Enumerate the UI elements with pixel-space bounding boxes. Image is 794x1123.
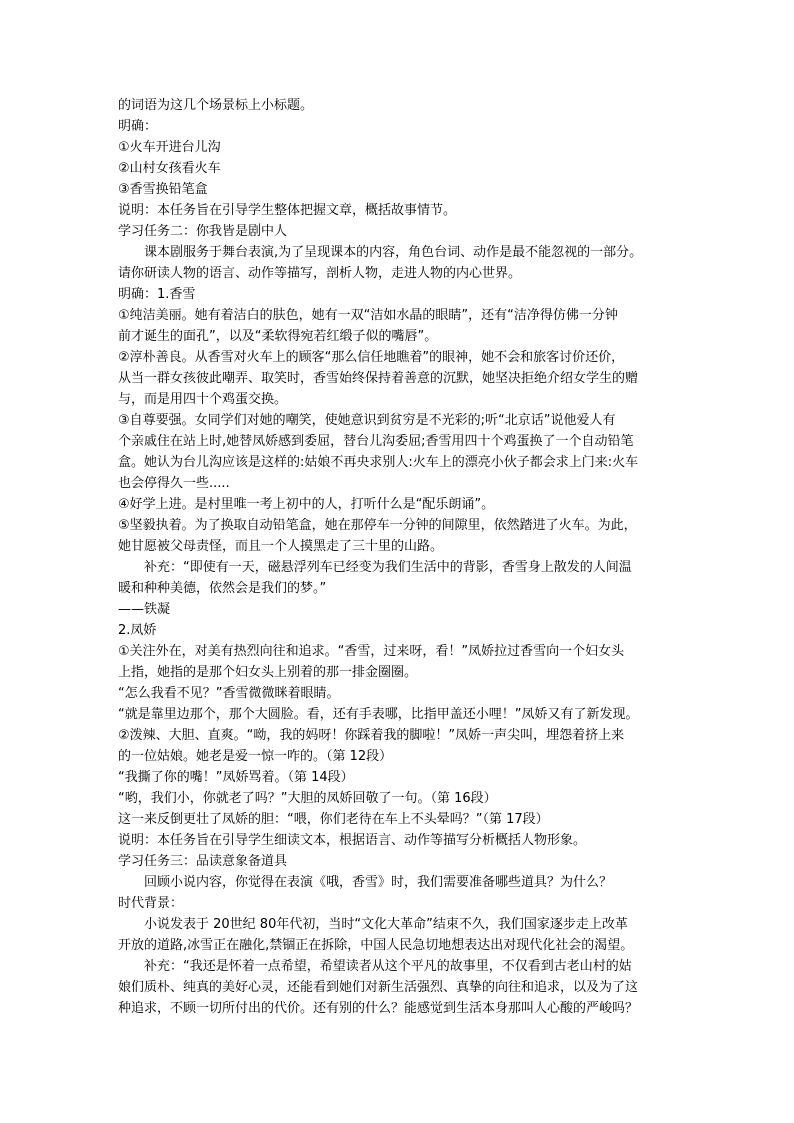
- text-line: 种追求，不顾一切所付出的代价。还有别的什么？能感觉到生活本身那叫人心酸的严峻吗？: [118, 1001, 639, 1016]
- text-line: 与，而是用四十个鸡蛋交换。: [118, 392, 288, 407]
- text-line: “哟，我们小，你就老了吗？”大胆的凤娇回敬了一句。（第 16段）: [118, 791, 497, 806]
- text-line: 这一来反倒更壮了凤娇的胆：“喂，你们老待在车上不头晕吗？”（第 17段）: [118, 812, 549, 827]
- text-line: “就是靠里边那个，那个大圆脸。看，还有手表哪，比指甲盖还小哩！”凤娇又有了新发现。: [118, 707, 639, 722]
- text-line: ①纯洁美丽。她有着洁白的肤色，她有一双“洁如水晶的眼睛”，还有“洁净得仿佛一分钟: [118, 308, 618, 323]
- text-line: ③香雪换铅笔盒: [118, 182, 208, 197]
- text-line: 课本剧服务于舞台表演,为了呈现课本的内容，角色台词、动作是最不能忽视的一部分。: [144, 245, 643, 260]
- text-line: ⑤坚毅执着。为了换取自动铅笔盒，她在那停车一分钟的间隙里，依然踏进了火车。为此，: [118, 518, 637, 533]
- text-line: 说明：本任务旨在引导学生整体把握文章，概括故事情节。: [118, 203, 457, 218]
- text-line: 小说发表于 20世纪 80年代初，当时“文化大革命”结束不久，我们国家逐步走上改革: [144, 917, 628, 932]
- text-line: 上指，她指的是那个妇女头上别着的那一排金圈圈。: [118, 665, 418, 680]
- section-heading: 学习任务三：品读意象备道具: [118, 854, 288, 869]
- text-line: 前才诞生的面孔”，以及“柔软得宛若红缎子似的嘴唇”。: [118, 329, 438, 344]
- text-line: ③自尊要强。女同学们对她的嘲笑，使她意识到贫穷是不光彩的;听“北京话”说他爱人有: [118, 413, 616, 428]
- text-line: 她甘愿被父母责怪，而且一个人摸黑走了三十里的山路。: [118, 539, 444, 554]
- text-line: 从当一群女孩彼此嘲弄、取笑时，香雪始终保持着善意的沉默，她坚决拒绝介绍女学生的赠: [118, 371, 639, 386]
- text-line: ②淳朴善良。从香雪对火车上的顾客“那么信任地瞧着”的眼神，她不会和旅客讨价还价，: [118, 350, 625, 365]
- text-line: ②泼辣、大胆、直爽。“呦，我的妈呀！你踩着我的脚啦！”凤娇一声尖叫，埋怨着挤上来: [118, 728, 625, 743]
- text-line: 补充：“即使有一天，磁悬浮列车已经变为我们生活中的背影，香雪身上散发的人间温: [144, 560, 632, 575]
- text-line: 说明：本任务旨在引导学生细读文本，根据语言、动作等描写分析概括人物形象。: [118, 833, 587, 848]
- text-line: 补充：“我还是怀着一点希望，希望读者从这个平凡的故事里，不仅看到古老山村的姑: [144, 959, 632, 974]
- text-line: “我撕了你的嘴！”凤娇骂着。（第 14段）: [118, 770, 354, 785]
- text-line: 明确：1.香雪: [118, 287, 196, 302]
- text-line: ②山村女孩看火车: [118, 161, 221, 176]
- text-line: 的词语为这几个场景标上小标题。: [118, 98, 314, 113]
- text-line: 暖和种种美德，依然会是我们的梦。”: [118, 581, 327, 596]
- document-page: [118, 95, 686, 1019]
- text-line: 2.凤娇: [118, 623, 157, 638]
- text-line: 回顾小说内容，你觉得在表演《哦，香雪》时，我们需要准备哪些道具？为什么？: [144, 875, 613, 890]
- text-line: 的一位姑娘。她老是爱一惊一咋的。（第 12段）: [118, 749, 393, 764]
- text-line: 个亲戚住在站上时,她替凤娇感到委屈，替台儿沟委屈;香雪用四十个鸡蛋换了一个自动铅笔: [118, 434, 634, 449]
- section-heading: 学习任务二：你我皆是剧中人: [118, 224, 288, 239]
- text-line: 请你研读人物的语言、动作等描写，剖析人物，走进人物的内心世界。: [118, 266, 522, 281]
- text-line: 盒。她认为台儿沟应该是这样的:姑娘不再央求别人:火车上的漂亮小伙子都会求上门来:火车: [118, 455, 639, 470]
- text-line: ①关注外在，对美有热烈向往和追求。“香雪，过来呀，看！”凤娇拉过香雪向一个妇女头: [118, 644, 625, 659]
- text-line: ④好学上进。是村里唯一考上初中的人，打听什么是“配乐朗诵”。: [118, 497, 495, 512]
- text-line: 娘们质朴、纯真的美好心灵，还能看到她们对新生活强烈、真挚的向往和追求，以及为了这: [118, 980, 639, 995]
- text-line: “怎么我看不见？”香雪微微眯着眼睛。: [118, 686, 340, 701]
- text-line: 时代背景：: [118, 896, 184, 911]
- text-line: 也会停得久一些.....: [118, 476, 230, 491]
- text-line: ①火车开进台儿沟: [118, 140, 221, 155]
- text-line: 开放的道路,冰雪正在融化,禁锢正在拆除，中国人民急切地想表达出对现代化社会的渴望。: [118, 938, 634, 953]
- text-line: ——铁凝: [118, 602, 171, 617]
- text-line: 明确：: [118, 119, 158, 134]
